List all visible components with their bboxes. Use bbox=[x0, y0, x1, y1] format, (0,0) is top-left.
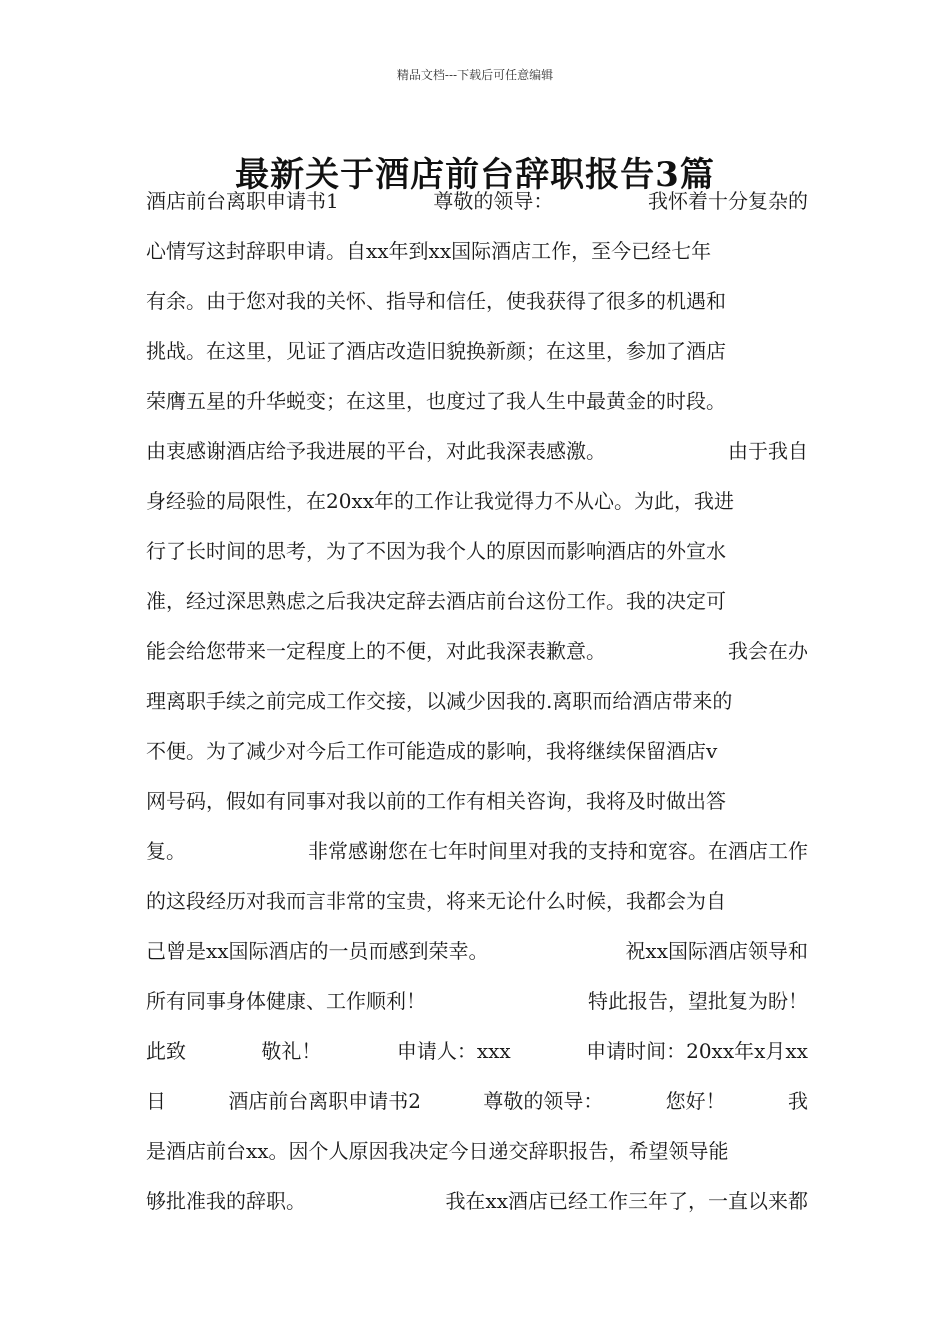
text-segment: 申请时间：20xx年x月xx bbox=[586, 1039, 808, 1063]
document-body bbox=[146, 178, 808, 1228]
text-line bbox=[146, 1028, 808, 1078]
text-line bbox=[146, 1178, 808, 1228]
text-segment: 有余。由于您对我的关怀、指导和信任，使我获得了很多的机遇和 bbox=[146, 289, 726, 313]
text-segment: 我怀着十分复杂的 bbox=[647, 189, 808, 213]
text-segment: 复。 bbox=[146, 839, 186, 863]
text-segment: 身经验的局限性，在20xx年的工作让我觉得力不从心。为此，我进 bbox=[146, 489, 735, 513]
text-line bbox=[146, 428, 808, 478]
text-segment: 酒店前台离职申请书1 bbox=[146, 189, 339, 213]
text-line bbox=[146, 528, 808, 578]
text-segment: 由衷感谢酒店给予我进展的平台，对此我深表感激。 bbox=[146, 439, 606, 463]
text-segment: 祝xx国际酒店领导和 bbox=[625, 939, 808, 963]
text-line bbox=[146, 1078, 808, 1128]
text-segment: 网号码，假如有同事对我以前的工作有相关咨询，我将及时做出答 bbox=[146, 789, 726, 813]
text-segment: 心情写这封辞职申请。自xx年到xx国际酒店工作，至今已经七年 bbox=[146, 239, 712, 263]
text-line bbox=[146, 978, 808, 1028]
text-segment: 非常感谢您在七年时间里对我的支持和宽容。在酒店工作 bbox=[308, 839, 808, 863]
document-title: 最新关于酒店前台辞职报告3篇 bbox=[235, 154, 715, 195]
text-line bbox=[146, 928, 808, 978]
text-line bbox=[146, 278, 808, 328]
text-segment: 我 bbox=[787, 1089, 808, 1113]
text-segment: 由于我自 bbox=[728, 439, 808, 463]
text-segment: 敬礼！ bbox=[261, 1039, 322, 1063]
header-note: 精品文档---下载后可任意编辑 bbox=[396, 68, 554, 82]
text-segment: 此致 bbox=[146, 1039, 186, 1063]
text-segment: 准，经过深思熟虑之后我决定辞去酒店前台这份工作。我的决定可 bbox=[146, 589, 726, 613]
text-segment: 理离职手续之前完成工作交接，以减少因我的.离职而给酒店带来的 bbox=[146, 689, 733, 713]
text-segment: 己曾是xx国际酒店的一员而感到荣幸。 bbox=[146, 939, 489, 963]
text-segment: 申请人：xxx bbox=[396, 1039, 511, 1063]
text-segment: 我在xx酒店已经工作三年了，一直以来都 bbox=[445, 1189, 808, 1213]
text-line bbox=[146, 678, 808, 728]
text-line bbox=[146, 878, 808, 928]
text-segment: 的这段经历对我而言非常的宝贵，将来无论什么时候，我都会为自 bbox=[146, 889, 726, 913]
text-segment: 能会给您带来一定程度上的不便，对此我深表歉意。 bbox=[146, 639, 606, 663]
text-line bbox=[146, 178, 808, 228]
text-segment: 是酒店前台xx。因个人原因我决定今日递交辞职报告，希望领导能 bbox=[146, 1139, 729, 1163]
text-line bbox=[146, 628, 808, 678]
text-line bbox=[146, 828, 808, 878]
text-line bbox=[146, 578, 808, 628]
text-segment: 酒店前台离职申请书2 bbox=[228, 1089, 422, 1113]
text-line bbox=[146, 378, 808, 428]
text-line bbox=[146, 1128, 808, 1178]
text-segment: 日 bbox=[146, 1089, 166, 1113]
text-segment: 不便。为了减少对今后工作可能造成的影响，我将继续保留酒店v bbox=[146, 739, 718, 763]
text-line bbox=[146, 328, 808, 378]
text-line bbox=[146, 228, 808, 278]
text-segment: 您好！ bbox=[665, 1089, 726, 1113]
text-segment: 挑战。在这里，见证了酒店改造旧貌换新颜；在这里，参加了酒店 bbox=[146, 339, 726, 363]
text-segment: 特此报告，望批复为盼！ bbox=[588, 989, 808, 1013]
text-segment: 尊敬的领导： bbox=[483, 1089, 604, 1113]
text-line bbox=[146, 778, 808, 828]
text-segment: 荣膺五星的升华蜕变；在这里，也度过了我人生中最黄金的时段。 bbox=[146, 389, 726, 413]
text-line bbox=[146, 478, 808, 528]
text-segment: 我会在办 bbox=[728, 639, 808, 663]
text-segment: 行了长时间的思考，为了不因为我个人的原因而影响酒店的外宣水 bbox=[146, 539, 726, 563]
text-line bbox=[146, 728, 808, 778]
text-segment: 所有同事身体健康、工作顺利！ bbox=[146, 989, 426, 1013]
text-segment: 尊敬的领导： bbox=[433, 189, 554, 213]
text-segment: 够批准我的辞职。 bbox=[146, 1189, 306, 1213]
